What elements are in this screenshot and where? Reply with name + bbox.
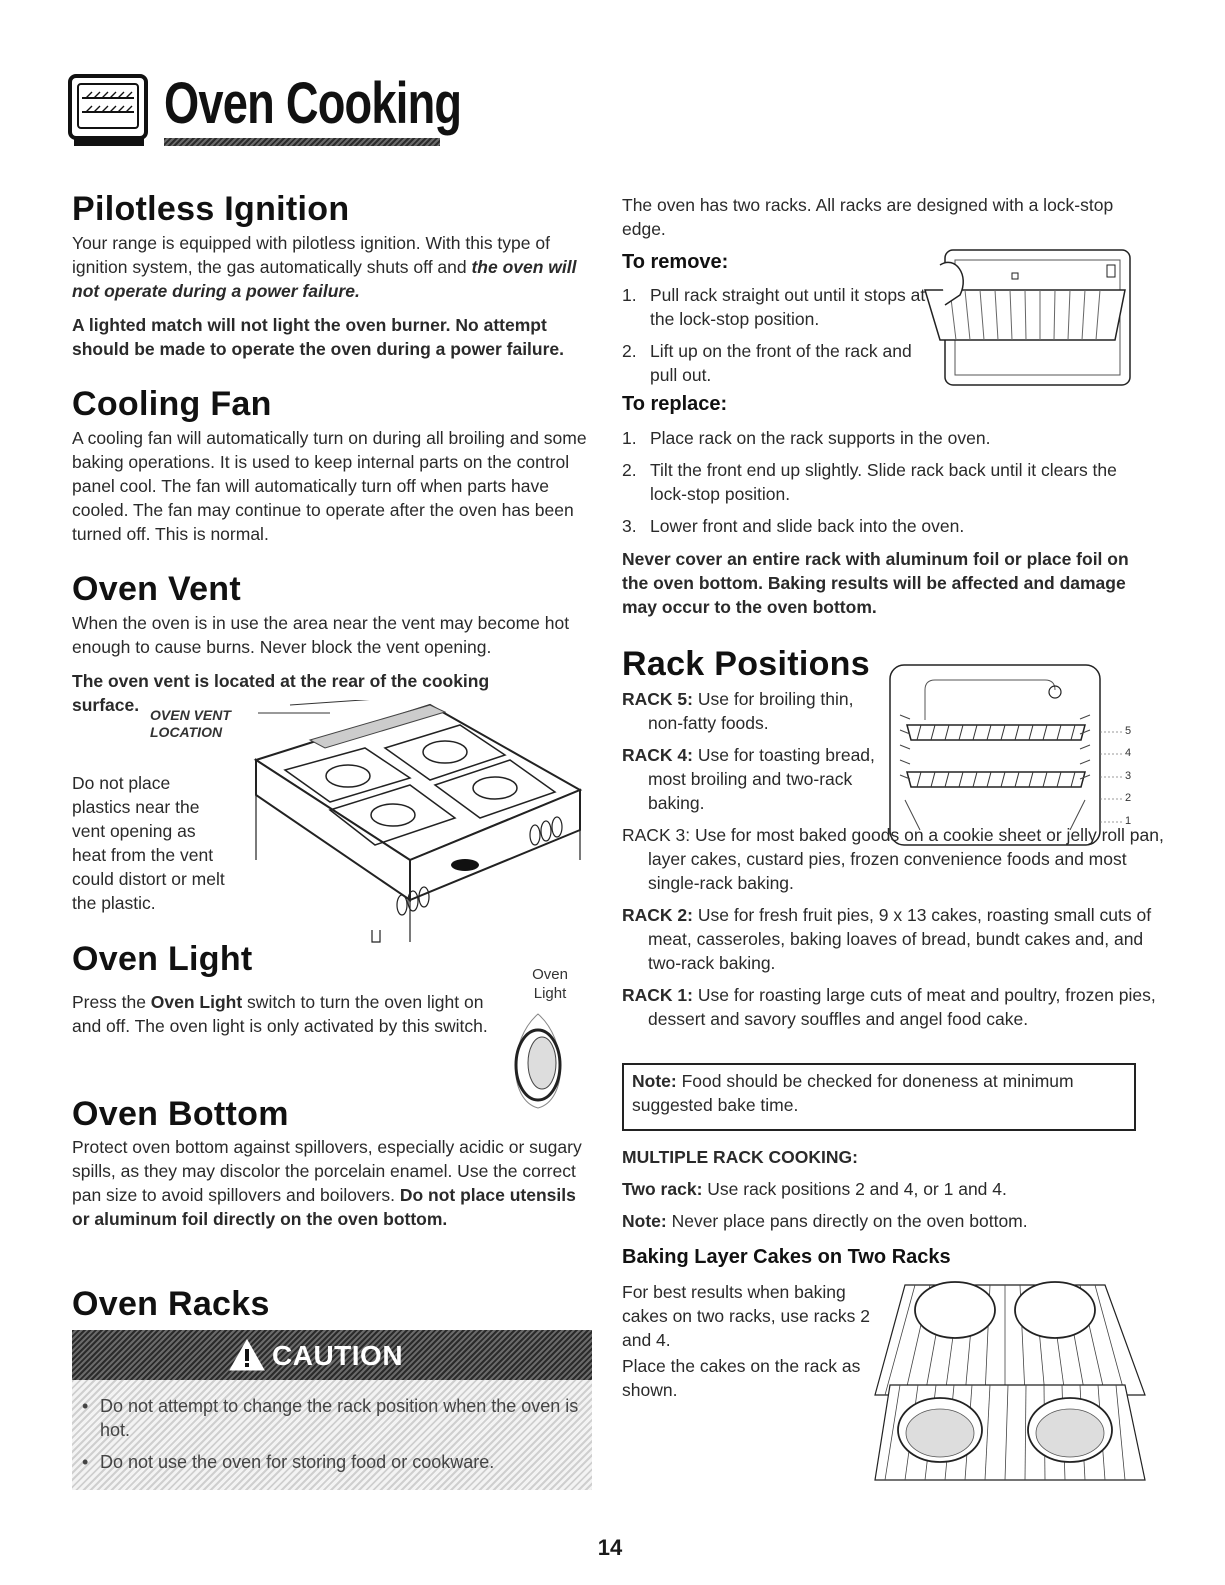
light-bold: Oven Light [150,992,243,1012]
caution-header [72,1330,592,1380]
header [68,71,462,152]
remove-steps [622,283,937,395]
rack-number: 3 [1125,770,1132,782]
vent-location-label: OVEN VENT LOCATION [150,707,231,740]
replace-step: 2. Tilt the front end up slightly. Slide rack back until it clears the lock-stop position. [622,460,1117,504]
rack-item: RACK 3: Use for most baked goods on a cookie sheet or jelly roll pan, layer cakes, custard pies, frozen convenience foods and most single-rack baking. [622,825,1164,893]
bottom-text: Protect oven bottom against spillovers, especially acidic or sugary spills, as they may discolor the porcelain enamel. Use the correct pan size to avoid spillovers and boilovers. Do not place utensils or aluminum foil directly on the oven bottom. [72,1137,582,1229]
caution-item: • Do not use the oven for storing food or cookware. [82,1452,495,1472]
racks-intro: The oven has two racks. All racks are designed with a lock-stop edge. [622,195,1114,239]
rack-removal-illustration [920,245,1135,390]
warning-icon [228,1338,266,1372]
layer-cakes-title: Baking Layer Cakes on Two Racks [622,1246,951,1268]
bottom-bold: Do not place utensils or aluminum foil directly on the oven bottom. [72,1185,576,1229]
page-title: Oven Cooking [164,71,462,136]
rack-list [622,687,1183,1039]
oven-light-switch-icon [498,1010,578,1112]
rack-positions-title: Rack Positions [622,645,870,683]
replace-title: To replace: [622,393,728,415]
rack-number: 5 [1125,725,1132,737]
bottom-title: Oven Bottom [72,1095,289,1133]
vent-title: Oven Vent [72,570,241,608]
cooling-text: A cooling fan will automatically turn on during all broiling and some baking operations. It is used to keep internal parts on the control panel cool. The fan will automatically turn off when parts have cooled. The fan may continue to operate after the oven has been turned off. This is normal. [72,428,587,544]
caution-list [72,1380,592,1474]
remove-step: 2. Lift up on the front of the rack and pull out. [622,341,912,385]
multiple-title: MULTIPLE RACK COOKING: [622,1147,858,1167]
replace-step: 3. Lower front and slide back into the oven. [622,516,965,536]
foil-warning: Never cover an entire rack with aluminum foil or place foil on the oven bottom. Baking results will be affected and damage may occur to the oven bottom. [622,549,1129,617]
racks-title: Oven Racks [72,1285,270,1323]
cooling-title: Cooling Fan [72,385,272,423]
rack-item: RACK 2: Use for fresh fruit pies, 9 x 13 cakes, roasting small cuts of meat, casseroles, baking loaves of bread, bundt cakes and, and two-rack baking. [622,905,1152,973]
pilotless-text: Your range is equipped with pilotless ignition. With this type of ignition system, the gas automatically shuts off and the oven will not operate during a power failure. [72,233,577,301]
note-text: Food should be checked for doneness at minimum suggested bake time. [632,1071,1074,1115]
layer-cakes-text2: Place the cakes on the rack as shown. [622,1356,861,1400]
caution-body [72,1380,592,1490]
caution-title: CAUTION [272,1340,404,1371]
rack-item: RACK 1: Use for roasting large cuts of meat and poultry, frozen pies, dessert and savory souffles and angel food cake. [622,985,1156,1029]
replace-step: 1. Place rack on the rack supports in the oven. [622,428,991,448]
caution-box [72,1330,592,1490]
rack-number: 1 [1125,815,1132,827]
light-title: Oven Light [72,940,253,978]
pilotless-emphasis: the oven will not operate during a power failure. [72,257,577,301]
vent-bold-line: The oven vent is located at the rear of the cooking surface. [72,671,490,715]
oven-icon [68,74,150,148]
replace-steps [622,426,1142,546]
remove-title: To remove: [622,251,729,273]
multiple-note-line: Note: Never place pans directly on the oven bottom. [622,1211,1028,1231]
vent-side-text: Do not place plastics near the vent opening as heat from the vent could distort or melt the plastic. [72,773,225,913]
title-underline [164,138,440,146]
oven-light-switch-label: Oven Light [532,966,568,1002]
pilotless-title: Pilotless Ignition [72,190,350,228]
light-text: Press the Oven Light switch to turn the oven light on and off. The oven light is only activated by this switch. [72,992,488,1036]
note-label: Note: [632,1071,677,1091]
cooktop-illustration [230,700,590,945]
left-column [72,190,597,717]
rack-item: RACK 4: Use for toasting bread, most broiling and two-rack baking. [622,745,875,813]
note-box [622,1063,1136,1131]
caution-item: • Do not attempt to change the rack position when the oven is hot. [82,1396,579,1440]
rack-number: 4 [1125,747,1132,759]
vent-text: When the oven is in use the area near the vent may become hot enough to cause burns. Never block the vent opening. [72,613,570,657]
pilotless-warning: A lighted match will not light the oven burner. No attempt should be made to operate the oven during a power failure. [72,315,565,359]
page-number: 14 [597,1535,623,1560]
two-rack-line: Two rack: Use rack positions 2 and 4, or 1 and 4. [622,1179,1007,1199]
layer-cakes-illustration [870,1275,1150,1485]
layer-cakes-text1: For best results when baking cakes on two racks, use racks 2 and 4. [622,1282,871,1350]
rack-item: RACK 5: Use for broiling thin, non-fatty foods. [622,689,854,733]
rack-number: 2 [1125,792,1132,804]
remove-step: 1. Pull rack straight out until it stops at the lock-stop position. [622,285,926,329]
